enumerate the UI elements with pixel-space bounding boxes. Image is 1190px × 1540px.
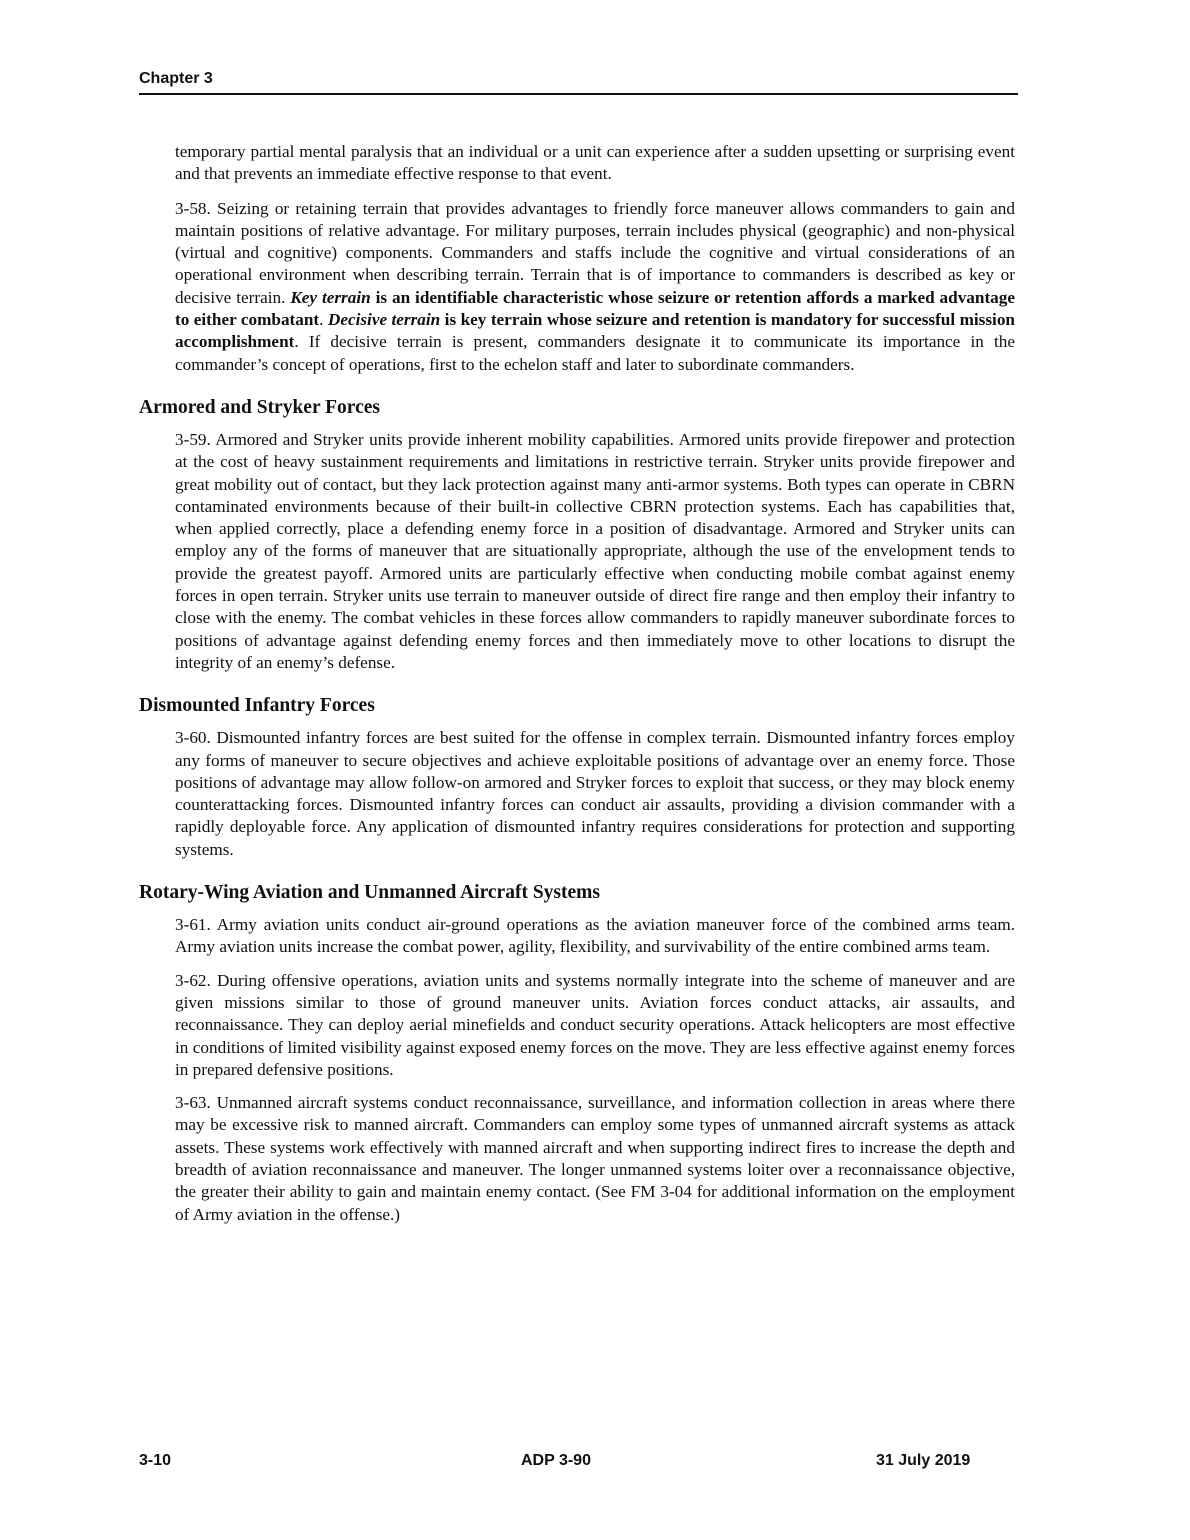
paragraph-3-61: 3-61. Army aviation units conduct air-ground operations as the aviation maneuver force of the combined arms team. Army aviation units increase the combat power, agility, flexibility, and survivability of the entire combined arms team. — [175, 915, 1015, 957]
header-rule — [139, 93, 1018, 95]
key-terrain-definition: is an identifiable characteristic whose seizure or retention affords a marked advantage to either combatant — [175, 287, 1015, 330]
heading-rotary-wing-aviation: Rotary-Wing Aviation and Unmanned Aircraft Systems — [139, 882, 600, 904]
key-terrain-term: Key terrain — [290, 287, 371, 307]
footer-page-number: 3-10 — [139, 1452, 172, 1469]
footer-date: 31 July 2019 — [876, 1452, 971, 1469]
paragraph-continuation: temporary partial mental paralysis that an individual or a unit can experience after a sudden upsetting or surprising event and that prevents an immediate effective response to that event. — [175, 142, 1015, 184]
running-head-chapter: Chapter 3 — [139, 70, 213, 87]
paragraph-3-59: 3-59. Armored and Stryker units provide inherent mobility capabilities. Armored units provide firepower and protection at the cost of heavy sustainment requirements and limitations in restrictive terrain. Stryker units provide firepower and great mobility out of contact, but they lack protection against many anti-armor systems. Both types can operate in CBRN contaminated environments because of their built-in collective CBRN protection systems. Each has capabilities that, when applied correctly, place a defending enemy force in a position of disadvantage. Armored and Stryker units can employ any of the forms of maneuver that are situationally appropriate, although the use of the envelopment tends to provide the greatest payoff. Armored units are particularly effective when conducting mobile combat against enemy forces in open terrain. Stryker units use terrain to maneuver outside of direct fire range and then employ their infantry to close with the enemy. The combat vehicles in these forces allow commanders to rapidly maneuver subordinate forces to positions of advantage against defending enemy forces and then immediately move to other locations to disrupt the integrity of an enemy’s defense. — [175, 429, 1015, 672]
paragraph-3-58 — [175, 198, 1015, 376]
p58-separator: . — [319, 310, 328, 330]
p58-text-a: 3-58. Seizing or retaining terrain that provides advantages to friendly force maneuver allows commanders to gain and maintain positions of relative advantage. For military purposes, terrain includes physical (geographic) and non-physical (virtual and cognitive) components. Commanders and staffs include the cognitive and virtual considerations of an operational environment when describing terrain. Terrain that is of importance to commanders is described as key or decisive terrain. — [175, 198, 1015, 307]
heading-armored-stryker: Armored and Stryker Forces — [139, 396, 381, 418]
p58-text-b: . If decisive terrain is present, commanders designate it to communicate its importance in the commander’s concept of operations, first to the echelon staff and later to subordinate commanders. — [175, 332, 1015, 374]
decisive-terrain-term: Decisive terrain — [327, 310, 441, 330]
heading-dismounted-infantry: Dismounted Infantry Forces — [139, 695, 375, 717]
body-text — [139, 141, 1015, 1237]
decisive-terrain-definition: is key terrain whose seizure and retention is mandatory for successful mission accomplishment — [175, 310, 1015, 352]
paragraph-3-62: 3-62. During offensive operations, aviation units and systems normally integrate into the scheme of maneuver and are given missions similar to those of ground maneuver units. Aviation forces conduct attacks, air assaults, and reconnaissance. They can deploy aerial minefields and conduct security operations. Attack helicopters are most effective in conditions of limited visibility against exposed enemy forces on the move. They are less effective against enemy forces in prepared defensive positions. — [175, 970, 1015, 1079]
footer-document-id: ADP 3-90 — [521, 1452, 591, 1469]
paragraph-3-63: 3-63. Unmanned aircraft systems conduct reconnaissance, surveillance, and information collection in areas where there may be excessive risk to manned aircraft. Commanders can employ some types of unmanned aircraft systems as attack assets. These systems work effectively with manned aircraft and when supporting indirect fires to increase the depth and breadth of aviation reconnaissance and maneuver. The longer unmanned systems loiter over a reconnaissance objective, the greater their ability to gain and maintain enemy contact. (See FM 3-04 for additional information on the employment of Army aviation in the offense.) — [175, 1093, 1015, 1224]
paragraph-3-60: 3-60. Dismounted infantry forces are best suited for the offense in complex terrain. Dismounted infantry forces employ any forms of maneuver to secure objectives and achieve exploitable positions of advantage over an enemy force. Those positions of advantage may allow follow-on armored and Stryker forces to exploit that success, or they may block enemy counterattacking forces. Dismounted infantry forces can conduct air assaults, providing a division commander with a rapidly deployable force. Any application of dismounted infantry requires considerations for protection and supporting systems. — [175, 728, 1015, 859]
